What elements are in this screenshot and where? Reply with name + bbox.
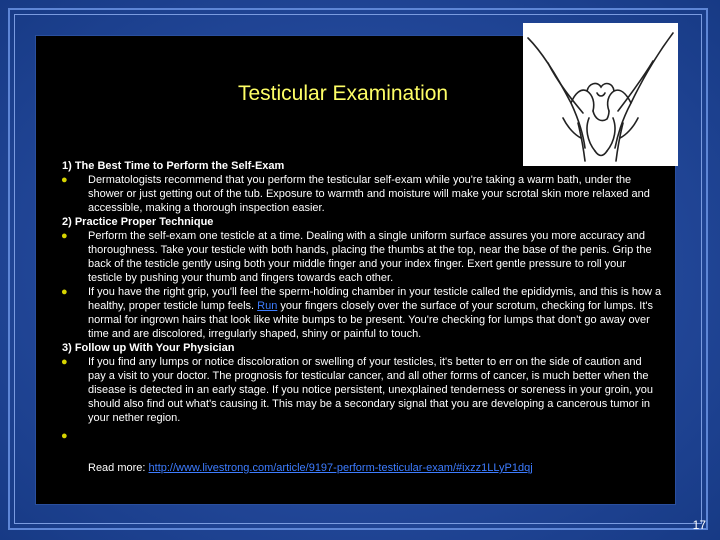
section-heading-3: 3) Follow up With Your Physician bbox=[62, 342, 235, 354]
bullet-icon: ● bbox=[61, 286, 68, 298]
hands-self-exam-illustration-icon bbox=[523, 23, 678, 166]
page-number: 17 bbox=[692, 518, 706, 532]
slide-title: Testicular Examination bbox=[238, 82, 449, 105]
slide-body bbox=[62, 159, 662, 475]
bullet-icon: ● bbox=[61, 430, 68, 442]
list-item bbox=[62, 173, 662, 215]
list-item bbox=[62, 229, 662, 285]
list-item-empty bbox=[62, 429, 662, 443]
bullet-icon: ● bbox=[61, 174, 68, 186]
item-text: Dermatologists recommend that you perform the testicular self-exam while you're taking a warm bath, under the shower or just getting out of the tub. Exposure to warmth and moisture will make your scrotal skin more relaxed and accessible, making a thorough inspection easier. bbox=[88, 174, 650, 214]
read-more-label: Read more: bbox=[88, 462, 149, 474]
list-item bbox=[62, 355, 662, 425]
bullet-icon: ● bbox=[61, 356, 68, 368]
section-heading-2: 2) Practice Proper Technique bbox=[62, 216, 214, 228]
item-text-after: your fingers closely over the surface of your scrotum, checking for lumps. It's normal for ingrown hairs that look like white bumps to be present. You're checking for lumps that don't go away over time and are discolored, irregularly shaped, shiny or painful to touch. bbox=[88, 300, 653, 340]
item-text: If you find any lumps or notice discoloration or swelling of your testicles, it's better to err on the side of caution and pay a visit to your doctor. The prognosis for testicular cancer, and all other forms of cancer, is much better when the disease is detected in an early stage. If you notice persistent, unexplained tenderness or soreness in your groin, you should also find out what's causing it. This may be a secondary signal that you are developing a cancerous tumor in your nether region. bbox=[88, 356, 654, 424]
bullet-icon: ● bbox=[61, 230, 68, 242]
run-link[interactable]: Run bbox=[257, 300, 278, 312]
section-heading-1: 1) The Best Time to Perform the Self-Exam bbox=[62, 160, 285, 172]
item-text: Perform the self-exam one testicle at a time. Dealing with a single uniform surface assures you more accuracy and thoroughness. Take your testicle with both hands, placing the thumbs at the top, near the base of the penis. Grip the back of the testicle gently using both your middle finger and your index finger. Exert gentle pressure to roll your testicle by pushing your thumb and fingers towards each other. bbox=[88, 230, 652, 284]
item-text-before: If you have the right grip, you'll feel the sperm-holding chamber in your testicle called the epididymis, and this is how a healthy, proper testicle lump feels. bbox=[88, 286, 662, 312]
read-more-link[interactable]: http://www.livestrong.com/article/9197-perform-testicular-exam/#ixzz1LLyP1dqj bbox=[148, 462, 533, 474]
list-item bbox=[62, 285, 662, 341]
read-more-line bbox=[62, 461, 662, 475]
